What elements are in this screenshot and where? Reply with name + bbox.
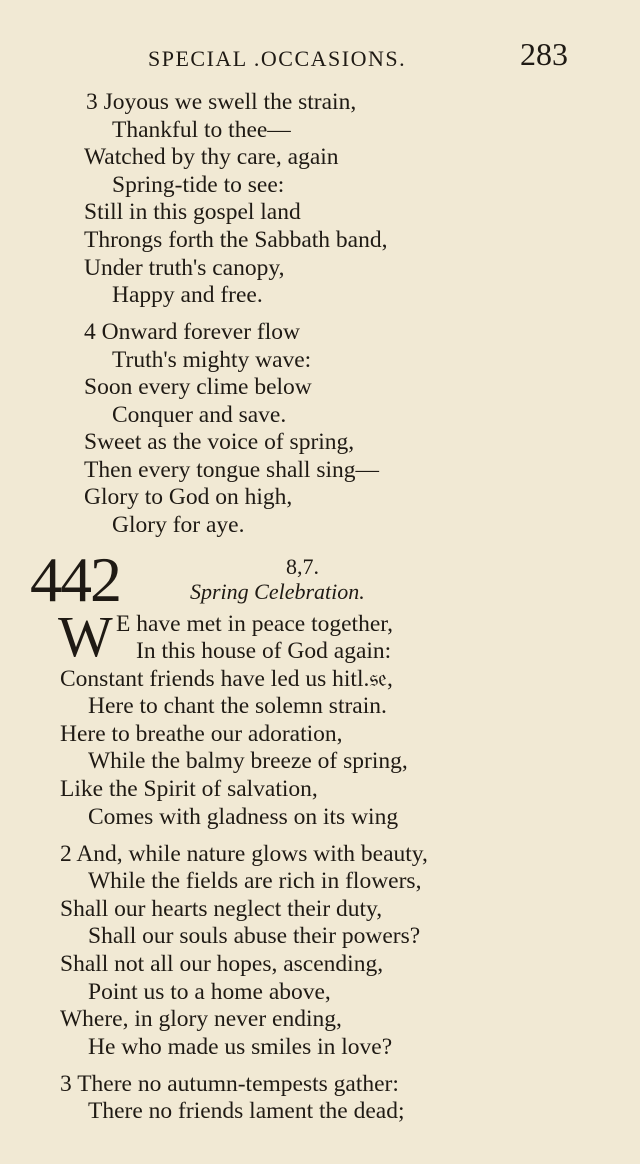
verse-line: Here to breathe our adoration,: [60, 721, 343, 747]
verse-line: Truth's mighty wave:: [112, 347, 312, 373]
verse-line: Then every tongue shall sing—: [84, 457, 379, 483]
verse-line: Thankful to thee—: [112, 117, 291, 143]
running-header: SPECIAL .OCCASIONS.: [148, 46, 407, 71]
verse-line: Still in this gospel land: [84, 199, 301, 225]
drop-cap: W: [58, 604, 113, 669]
verse-line: While the fields are rich in flowers,: [88, 868, 422, 894]
page-number: 283: [520, 36, 568, 72]
verse-line: Conquer and save.: [112, 402, 287, 428]
verse-line: Shall our souls abuse their powers?: [88, 923, 421, 949]
hymn-title: Spring Celebration.: [190, 579, 365, 604]
verse-line: Like the Spirit of salvation,: [60, 776, 318, 802]
verse-line: While the balmy breeze of spring,: [88, 748, 408, 774]
verse-line: Shall our hearts neglect their duty,: [60, 896, 383, 922]
verse-line: Point us to a home above,: [88, 979, 331, 1005]
verse-line: Sweet as the voice of spring,: [84, 429, 355, 455]
verse-line: Watched by thy care, again: [84, 144, 339, 170]
verse-line: He who made us smiles in love?: [88, 1034, 393, 1060]
verse-line: There no friends lament the dead;: [88, 1098, 405, 1124]
verse-line: Comes with gladness on its wing: [88, 804, 399, 830]
verse-line: Soon every clime below: [84, 374, 312, 400]
verse-line: Shall not all our hopes, ascending,: [60, 951, 384, 977]
verse-line: 3 There no autumn-tempests gather:: [60, 1071, 399, 1097]
hymn-meter: 8,7.: [286, 554, 319, 579]
verse-line: 4 Onward forever flow: [84, 319, 300, 345]
verse-line: Spring-tide to see:: [112, 172, 285, 198]
verse-line: Here to chant the solemn strain.: [88, 693, 387, 719]
verse-line: Under truth's canopy,: [84, 255, 285, 281]
verse-line: 3 Joyous we swell the strain,: [86, 89, 357, 115]
verse-line: E have met in peace together,: [116, 611, 394, 637]
verse-line: Where, in glory never ending,: [60, 1006, 342, 1032]
hymn-number: 442: [30, 544, 120, 615]
verse-line: Throngs forth the Sabbath band,: [84, 227, 388, 253]
verse-line: Glory for aye.: [112, 512, 245, 538]
verse-line: Glory to God on high,: [84, 484, 293, 510]
verse-line: 2 And, while nature glows with beauty,: [60, 841, 428, 867]
verse-line: In this house of God again:: [136, 638, 392, 664]
verse-line: Constant friends have led us hitl.𝔰𝔢,: [60, 666, 393, 692]
verse-line: Happy and free.: [112, 282, 263, 308]
